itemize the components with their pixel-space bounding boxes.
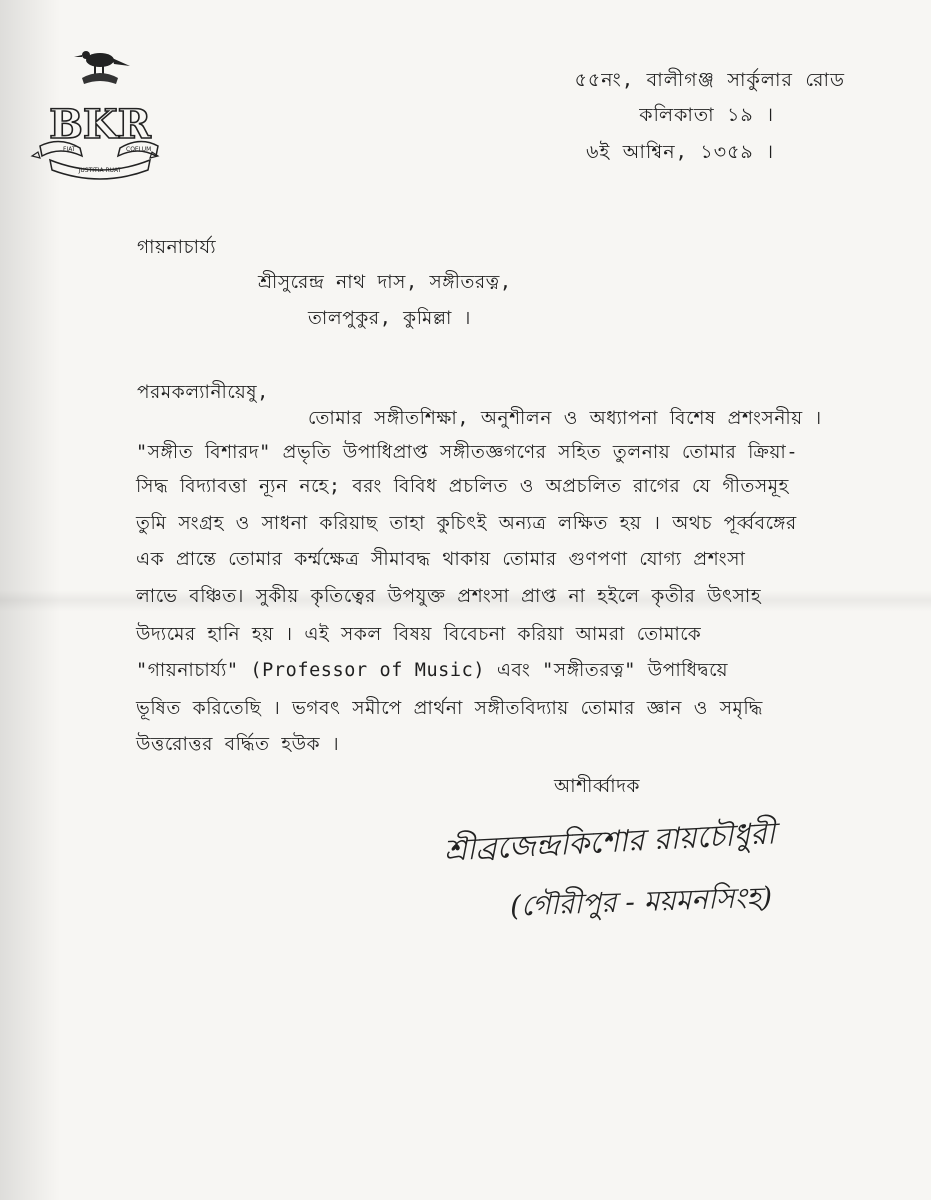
signature-place: (গৌরীপুর - ময়মনসিংহ) <box>509 880 773 923</box>
body-line: এক প্রান্তে তোমার কর্ম্মক্ষেত্র সীমাবদ্ধ থাকায় তোমার গুণপণা যোগ্য প্রশংসা <box>136 549 746 570</box>
monogram-text: BKR <box>49 101 151 148</box>
salutation: পরমকল্যানীয়েষু, <box>137 382 269 403</box>
body-line: লাভে বঞ্চিত। সুকীয় কৃতিত্বের উপযুক্ত প্রশংসা প্রাপ্ত না হইলে কৃতীর উৎসাহ <box>136 586 762 607</box>
recipient-name: শ্রীসুরেন্দ্র নাথ দাস, সঙ্গীতরত্ন, <box>258 272 512 293</box>
body-line: তুমি সংগ্রহ ও সাধনা করিয়াছ তাহা কুচিৎই অন্যত্র লক্ষিত হয় । অথচ পূর্ব্ববঙ্গের <box>136 513 797 534</box>
address-line-1: ৫৫নং, বালীগঞ্জ সার্কুলার রোড <box>574 69 845 91</box>
motto-right-text: COELUM <box>126 146 152 153</box>
motto-bottom-text: JUSTITIA RUAT <box>78 167 122 174</box>
body-line: "সঙ্গীত বিশারদ" প্রভৃতি উপাধিপ্রাপ্ত সঙ্গীতজ্ঞগণের সহিত তুলনায় তোমার ক্রিয়া- <box>136 442 799 463</box>
motto-left-text: FIAT <box>63 146 76 153</box>
closing-text: আশীর্ব্বাদক <box>554 776 641 797</box>
signature-name: শ্রীব্রজেন্দ্রকিশোর রায়চৌধুরী <box>443 816 777 869</box>
body-line: সিদ্ধ বিদ্যাবত্তা ন্যূন নহে; বরং বিবিধ প্রচলিত ও অপ্রচলিত রাগের যে গীতসমূহ <box>136 476 789 497</box>
body-line: তোমার সঙ্গীতশিক্ষা, অনুশীলন ও অধ্যাপনা বিশেষ প্রশংসনীয় । <box>308 408 822 429</box>
recipient-place: তালপুকুর, কুমিল্লা । <box>308 308 471 329</box>
body-line: উত্তরোত্তর বর্দ্ধিত হউক । <box>136 734 340 755</box>
address-line-2: কলিকাতা ১৯ । <box>639 104 774 126</box>
body-line: উদ্যমের হানি হয় । এই সকল বিষয় বিবেচনা করিয়া আমরা তোমাকে <box>136 624 702 645</box>
recipient-title: গায়নাচার্য্য <box>137 237 217 258</box>
letter-date: ৬ই আশ্বিন, ১৩৫৯ । <box>586 141 774 163</box>
body-line: ভূষিত করিতেছি । ভগবৎ সমীপে প্রার্থনা সঙ্গীতবিদ্যায় তোমার জ্ঞান ও সমৃদ্ধি <box>136 698 763 719</box>
crest-emblem <box>30 38 160 188</box>
body-line: "গায়নাচার্য্য" (Professor of Music) এবং "সঙ্গীতরত্ন" উপাধিদ্বয়ে <box>136 660 729 681</box>
bird-icon <box>74 51 130 75</box>
